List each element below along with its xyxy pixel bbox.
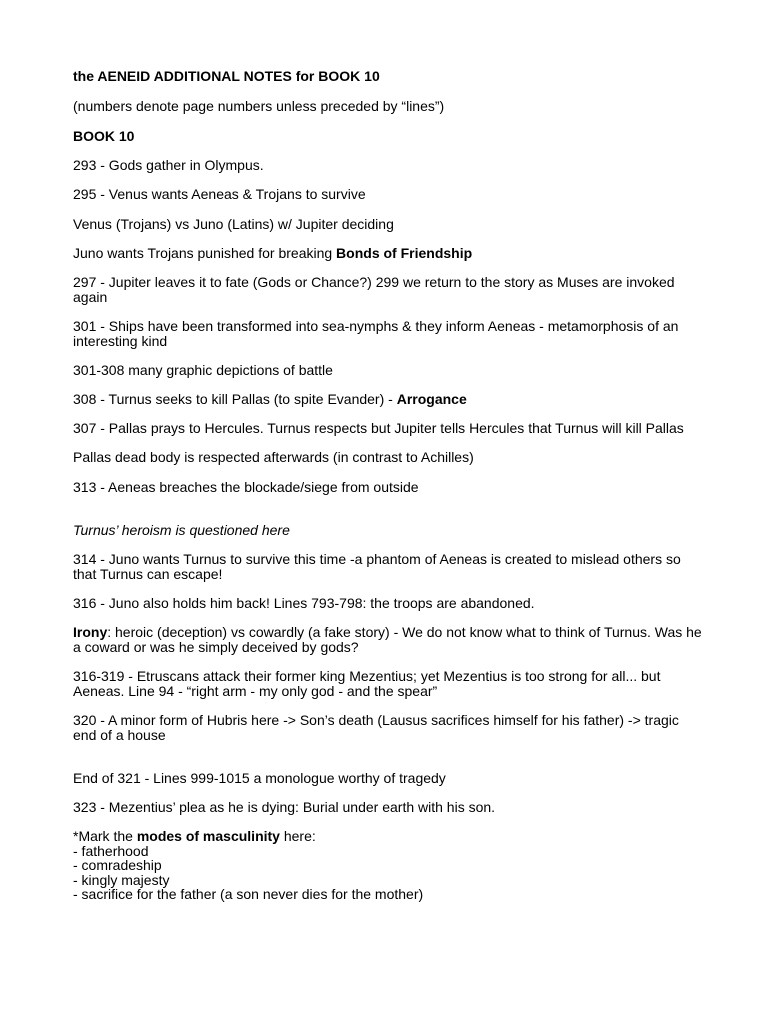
note-321: End of 321 - Lines 999-1015 a monologue worthy of tragedy: [73, 770, 446, 786]
note-323: 323 - Mezentius’ plea as he is dying: Burial under earth with his son.: [73, 799, 496, 815]
note-text: : heroic (deception) vs cowardly (a fake story) - We do not know what to think of Turnus. Was he a coward or was he simply deceived by gods?: [73, 624, 702, 655]
note-pallas-body: Pallas dead body is respected afterwards (in contrast to Achilles): [73, 449, 474, 465]
bold-phrase: Bonds of Friendship: [336, 245, 473, 261]
note-text: here:: [279, 828, 316, 844]
note-text: 308 - Turnus seeks to kill Pallas (to spite Evander) -: [73, 391, 397, 407]
note-text: Juno wants Trojans punished for breaking: [73, 245, 337, 261]
section-heading: BOOK 10: [73, 128, 135, 144]
bold-phrase: modes of masculinity: [136, 828, 280, 844]
list-item: - fatherhood: [73, 843, 149, 859]
bold-phrase: Arrogance: [396, 391, 467, 407]
note-307: 307 - Pallas prays to Hercules. Turnus respects but Jupiter tells Hercules that Turnus will kill Pallas: [73, 420, 684, 436]
note-295: 295 - Venus wants Aeneas & Trojans to survive: [73, 186, 366, 202]
note-venus-juno: Venus (Trojans) vs Juno (Latins) w/ Jupiter deciding: [73, 216, 394, 232]
note-irony: [73, 625, 703, 655]
note-320: 320 - A minor form of Hubris here -> Son’s death (Lausus sacrifices himself for his father) -> tragic end of a house: [73, 712, 679, 743]
note-juno-friendship: [73, 246, 703, 261]
note-301: 301 - Ships have been transformed into sea-nymphs & they inform Aeneas - metamorphosis of an interesting kind: [73, 318, 679, 349]
note-masculinity: [73, 829, 703, 844]
note-301-308: 301-308 many graphic depictions of battle: [73, 362, 333, 378]
list-item: - comradeship: [73, 857, 162, 873]
note-293: 293 - Gods gather in Olympus.: [73, 157, 264, 173]
list-item: - kingly majesty: [73, 872, 170, 888]
note-text: *Mark the: [73, 828, 137, 844]
list-item: - sacrifice for the father (a son never dies for the mother): [73, 886, 424, 902]
note-314: 314 - Juno wants Turnus to survive this time -a phantom of Aeneas is created to mislead others so that Turnus can escape!: [73, 551, 681, 582]
note-313: 313 - Aeneas breaches the blockade/siege from outside: [73, 479, 419, 495]
document-title: the AENEID ADDITIONAL NOTES for BOOK 10: [73, 68, 380, 84]
note-turnus-heroism: Turnus’ heroism is questioned here: [73, 522, 290, 538]
note-297: 297 - Jupiter leaves it to fate (Gods or Chance?) 299 we return to the story as Muses are invoked again: [73, 274, 675, 305]
bold-phrase: Irony: [73, 624, 108, 640]
note-316: 316 - Juno also holds him back! Lines 793-798: the troops are abandoned.: [73, 595, 535, 611]
note-308: [73, 392, 703, 407]
note-316-319: 316-319 - Etruscans attack their former king Mezentius; yet Mezentius is too strong for all... but Aeneas. Line 94 - “right arm - my only god - and the spear”: [73, 668, 661, 699]
document-subtitle: (numbers denote page numbers unless preceded by “lines”): [73, 98, 445, 114]
